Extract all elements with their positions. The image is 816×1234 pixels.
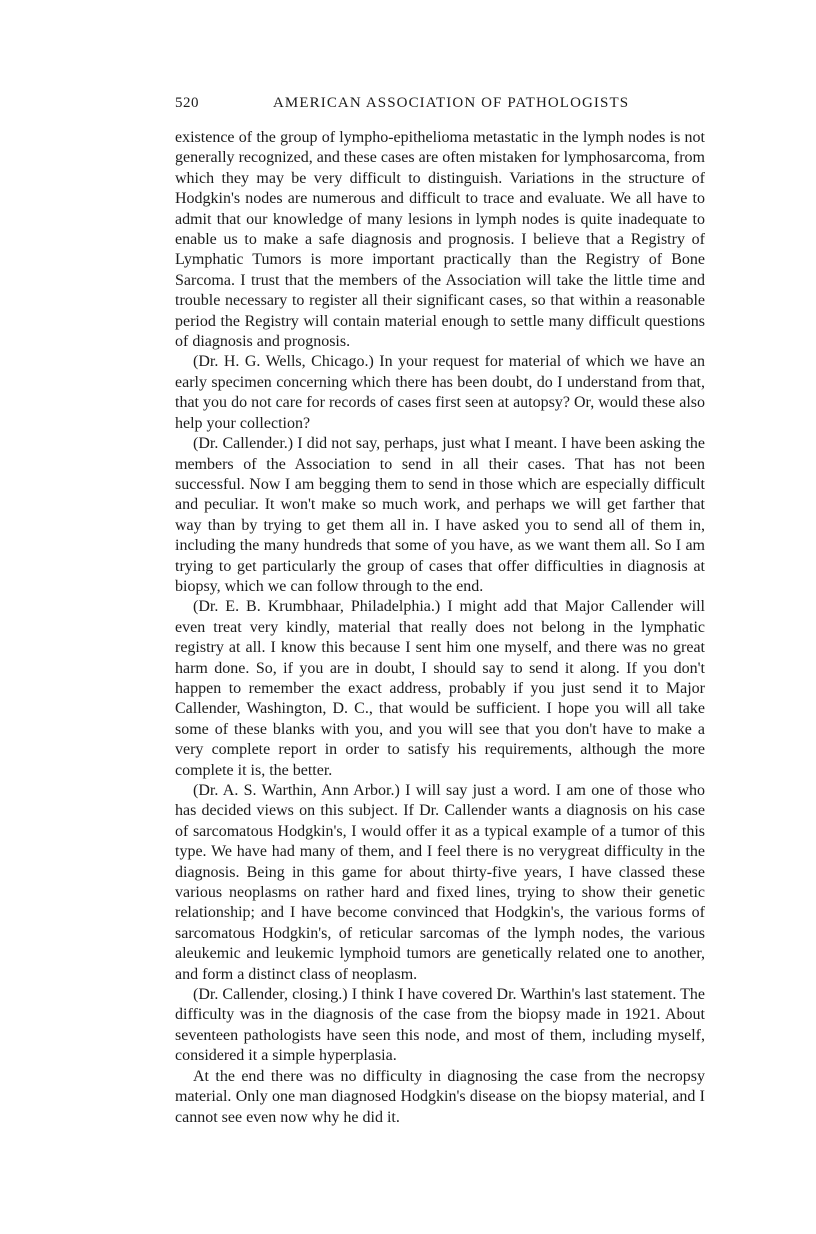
document-page: [175, 95, 705, 1128]
paragraph-warthin: (Dr. A. S. Warthin, Ann Arbor.) I will say just a word. I am one of those who has decided views on this subject. If Dr. Callender wants a diagnosis on his case of sarcomatous Hodgkin's, I would offer it as a typical example of a tumor of this type. We have had many of them, and I feel there is no verygreat difficulty in the diagnosis. Being in this game for about thirty-five years, I have classed these various neoplasms on rather hard and fixed lines, trying to show their genetic relationship; and I have become convinced that Hodgkin's, the various forms of sarcomatous Hodgkin's, of reticular sarcomas of the lymph nodes, the various aleukemic and leukemic lymphoid tumors are genetically related one to another, and form a distinct class of neoplasm.: [175, 782, 705, 983]
running-head: [175, 95, 705, 112]
paragraph-callender-reply: (Dr. Callender.) I did not say, perhaps, just what I meant. I have been asking the members of the Association to send in all their cases. That has not been successful. Now I am begging them to send in those which are especially difficult and peculiar. It won't make so much work, and perhaps we will get farther that way than by trying to get them all in. I have asked you to send all of them in, including the many hundreds that some of you have, as we want them all. So I am trying to get particularly the group of cases that offer difficulties in diagnosis at biopsy, which we can follow through to the end.: [175, 435, 705, 595]
page-number: 520: [175, 95, 199, 111]
journal-title: AMERICAN ASSOCIATION OF PATHOLOGISTS: [273, 95, 630, 111]
paragraph-wells: (Dr. H. G. Wells, Chicago.) In your request for material of which we have an early specimen concerning which there has been doubt, do I understand from that, that you do not care for records of cases first seen at autopsy? Or, would these also help your collection?: [175, 353, 705, 432]
paragraph-final: At the end there was no difficulty in diagnosing the case from the necropsy material. Only one man diagnosed Hodgkin's disease on the biopsy material, and I cannot see even now why he did it.: [175, 1067, 705, 1126]
paragraph-continuation: existence of the group of lympho-epithelioma metastatic in the lymph nodes is not generally recognized, and these cases are often mistaken for lymphosarcoma, from which they may be very difficult to distinguish. Variations in the structure of Hodgkin's nodes are numerous and difficult to trace and evaluate. We all have to admit that our knowledge of many lesions in lymph nodes is quite inadequate to enable us to make a safe diagnosis and prognosis. I believe that a Registry of Lymphatic Tumors is more important practically than the Registry of Bone Sarcoma. I trust that the members of the Association will take the little time and trouble necessary to register all their significant cases, so that within a reasonable period the Registry will contain material enough to settle many difficult questions of diagnosis and prognosis.: [175, 129, 705, 351]
paragraph-callender-closing: (Dr. Callender, closing.) I think I have covered Dr. Warthin's last statement. The difficulty was in the diagnosis of the case from the biopsy made in 1921. About seventeen pathologists have seen this node, and most of them, including myself, considered it a simple hyperplasia.: [175, 986, 705, 1065]
paragraph-krumbhaar: (Dr. E. B. Krumbhaar, Philadelphia.) I might add that Major Callender will even treat very kindly, material that really does not belong in the lymphatic registry at all. I know this because I sent him one myself, and there was no great harm done. So, if you are in doubt, I should say to send it along. If you don't happen to remember the exact address, probably if you just send it to Major Callender, Washington, D. C., that would be sufficient. I hope you will all take some of these blanks with you, and you will see that you don't have to make a very complete report in order to satisfy his requirements, although the more complete it is, the better.: [175, 598, 705, 779]
